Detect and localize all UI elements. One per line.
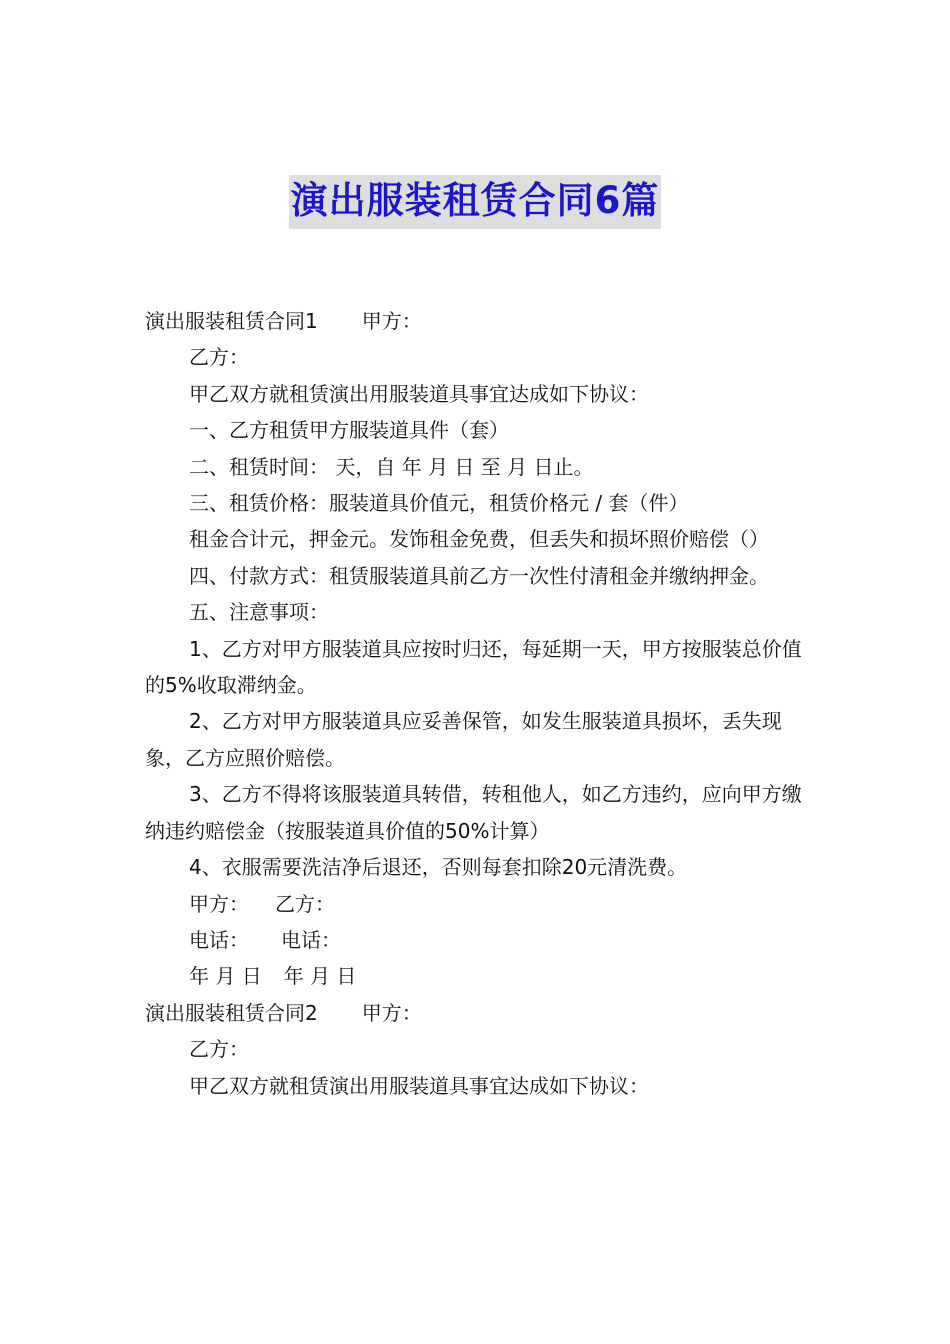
document-title: 演出服装租赁合同6篇 [289,175,662,229]
contract1-clause-1: 一、乙方租赁甲方服装道具件（套） [189,418,509,443]
title-container [0,175,950,229]
document-body [145,303,810,1104]
contract1-clause-5: 五、注意事项： [189,600,329,625]
contract1-clause-4: 四、付款方式：租赁服装道具前乙方一次性付清租金并缴纳押金。 [189,563,769,588]
contract2-heading-line [145,995,810,1031]
contract1-heading-line [145,303,810,339]
contract1-clause-2: 二、租赁时间： 天，自 年 月 日 至 月 日止。 [189,454,594,479]
contract1-party-a-label: 甲方： [361,309,422,333]
contract2-intro: 甲乙双方就租赁演出用服装道具事宜达成如下协议： [189,1073,649,1098]
contract2-heading: 演出服装租赁合同2 [145,1000,318,1025]
contract1-sign-b: 乙方： [275,891,335,916]
contract1-clause-3: 三、租赁价格：服装道具价值元，租赁价格元 / 套（件） [189,491,689,516]
contract1-date-line [145,958,810,994]
contract2-party-b-label: 乙方： [189,1037,249,1062]
contract1-date-a: 年 月 日 [189,964,262,989]
contract1-note-1: 1、乙方对甲方服装道具应按时归还，每延期一天，甲方按服装总价值的5%收取滞纳金。 [145,636,802,698]
contract1-phone-b: 电话： [281,927,341,952]
contract1-phone-a: 电话： [189,927,249,952]
contract1-date-b: 年 月 日 [283,964,357,989]
contract1-note-2: 2、乙方对甲方服装道具应妥善保管，如发生服装道具损坏，丢失现象，乙方应照价赔偿。 [145,709,782,770]
contract1-note-4: 4、衣服需要洗洁净后退还，否则每套扣除20元清洗费。 [189,855,688,880]
contract1-rent-note: 租金合计元，押金元。发饰租金免费，但丢失和损坏照价赔偿（） [189,527,769,552]
contract1-party-b-label: 乙方： [189,345,249,370]
contract2-party-a-label: 甲方： [361,1000,422,1025]
contract1-heading: 演出服装租赁合同1 [145,309,318,333]
contract1-sign-a: 甲方： [189,891,249,916]
contract1-intro: 甲乙双方就租赁演出用服装道具事宜达成如下协议： [189,381,649,406]
contract1-note-3: 3、乙方不得将该服装道具转借，转租他人，如乙方违约，应向甲方缴纳违约赔偿金（按服装道具价值的50%计算） [145,782,802,843]
contract1-signature-line [145,886,810,922]
contract1-phone-line [145,922,810,958]
